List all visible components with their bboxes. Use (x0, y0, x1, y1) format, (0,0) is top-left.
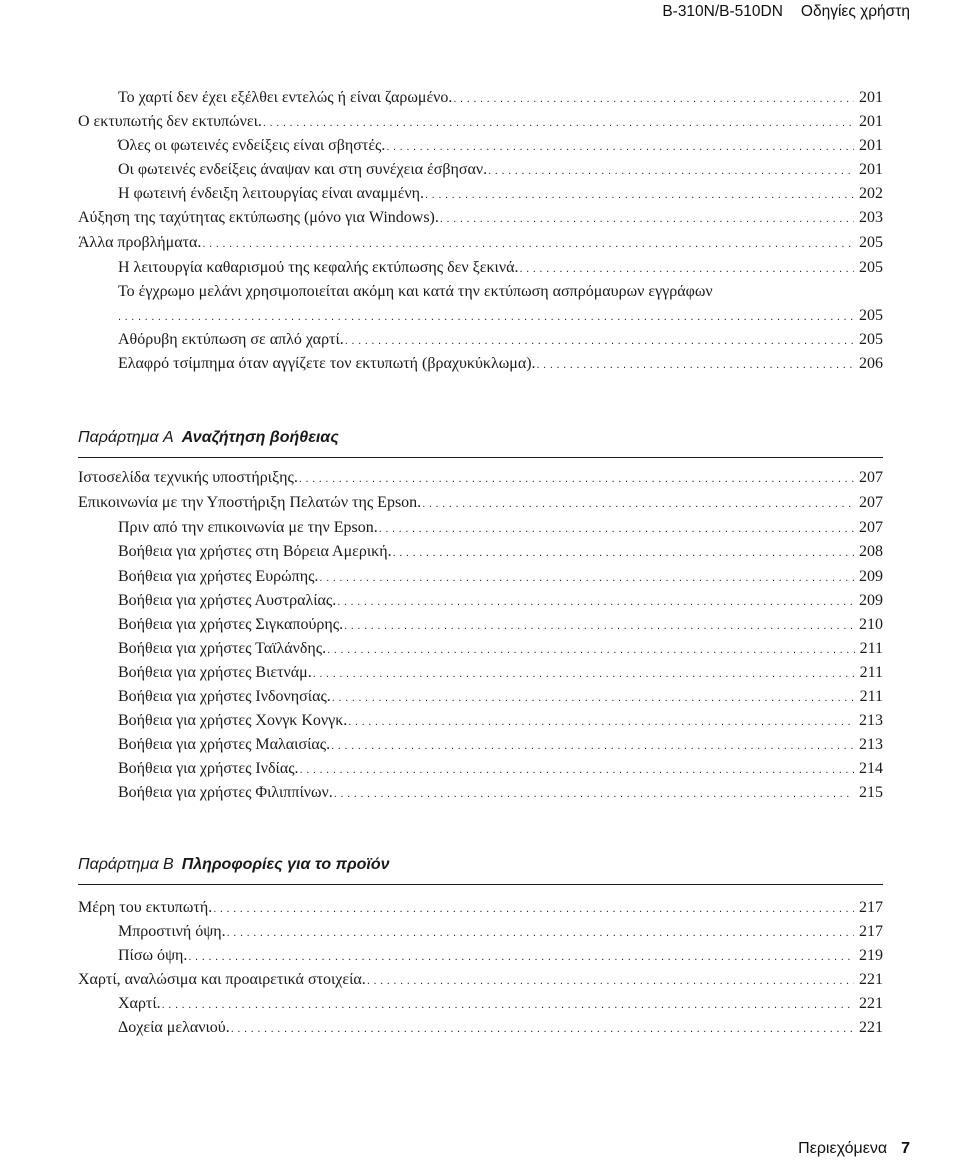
toc-leader (367, 969, 854, 993)
toc-leader (519, 257, 854, 281)
appendix-a-label: Παράρτημα A (78, 429, 174, 446)
toc-leader (537, 353, 854, 377)
toc-entry[interactable] (118, 352, 883, 376)
appendix-b-label: Παράρτημα B (78, 856, 174, 873)
toc-entry-title: Αθόρυβη εκτύπωση σε απλό χαρτί. (118, 331, 344, 348)
toc-entry-page: 202 (859, 185, 883, 202)
toc-entry[interactable] (118, 182, 883, 206)
toc-entry-page: 209 (859, 568, 883, 585)
footer-section: Περιεχόμενα (798, 1140, 888, 1157)
toc-leader (440, 207, 854, 231)
toc-entry-page: 205 (859, 259, 883, 276)
toc-entry[interactable] (118, 733, 883, 757)
toc-entry-title: Χαρτί. (118, 995, 161, 1012)
toc-entry-page: 211 (859, 688, 883, 705)
toc-leader (331, 734, 854, 758)
toc-entry[interactable] (118, 158, 883, 182)
toc-entry-title: Βοήθεια για χρήστες Ταϊλάνδης. (118, 640, 327, 657)
toc-entry-page: 211 (859, 664, 883, 681)
toc-entry-page: 213 (859, 736, 883, 753)
toc-entry[interactable] (78, 896, 883, 920)
toc-leader (332, 686, 855, 710)
toc-entry[interactable] (118, 992, 883, 1016)
toc-entry-title: Αύξηση της ταχύτητας εκτύπωσης (μόνο για Windows). (78, 209, 439, 226)
toc-entry[interactable] (78, 206, 883, 230)
toc-leader (313, 662, 855, 686)
toc-entry-title: Βοήθεια για χρήστες Μαλαισίας. (118, 736, 331, 753)
toc-entry[interactable] (118, 613, 883, 637)
toc-entry-page: 201 (859, 113, 883, 130)
toc-entry-title: Βοήθεια για χρήστες Ευρώπης. (118, 568, 319, 585)
toc-entry[interactable] (78, 110, 883, 134)
toc-entry-page: 217 (859, 923, 883, 940)
toc-leader (227, 921, 854, 945)
toc-entry-wrapped-title[interactable] (118, 280, 883, 304)
toc-leader (319, 566, 854, 590)
toc-entry-title: Το χαρτί δεν έχει εξέλθει εντελώς ή είναι ζαρωμένο. (118, 89, 453, 106)
toc-entry-title: Βοήθεια για χρήστες Ινδονησίας. (118, 688, 331, 705)
toc-entry-title: Βοήθεια για χρήστες Φιλιππίνων. (118, 784, 333, 801)
toc-entry-title: Επικοινωνία με την Υποστήριξη Πελατών της Epson. (78, 494, 422, 511)
appendix-a-heading[interactable] (78, 423, 883, 458)
toc-entry[interactable] (78, 491, 883, 515)
appendix-b-title: Πληροφορίες για το προϊόν (181, 856, 390, 873)
toc-entry-page: 208 (859, 543, 883, 560)
toc-entry-title: Δοχεία μελανιού. (118, 1019, 230, 1036)
toc-entry-title: Βοήθεια για χρήστες Σιγκαπούρης. (118, 616, 344, 633)
toc-entry[interactable] (118, 565, 883, 589)
toc-leader (213, 897, 854, 921)
toc-entry-title: Μπροστινή όψη. (118, 923, 226, 940)
toc-entry-title: Βοήθεια για χρήστες Χονγκ Κονγκ. (118, 712, 348, 729)
toc-leader (334, 782, 854, 806)
toc-leader (386, 135, 854, 159)
toc-entry-page: 211 (859, 640, 883, 657)
toc-entry-page: 215 (859, 784, 883, 801)
toc-entry-title: Βοήθεια για χρήστες Βιετνάμ. (118, 664, 312, 681)
toc-entry-page: 214 (859, 760, 883, 777)
toc-leader (231, 1017, 854, 1041)
toc-entry-title: Ιστοσελίδα τεχνικής υποστήριξης. (78, 469, 298, 486)
toc-entry[interactable] (78, 968, 883, 992)
toc-leader (162, 993, 854, 1017)
toc-entry-page: 203 (859, 209, 883, 226)
toc-entry-page: 207 (859, 494, 883, 511)
toc-leader (344, 614, 854, 638)
toc-entry-title: Ελαφρό τσίμπημα όταν αγγίζετε τον εκτυπωτή (βραχυκύκλωμα). (118, 355, 536, 372)
toc-entry-title: Βοήθεια για χρήστες στη Βόρεια Αμερική. (118, 543, 392, 560)
appendix-b-heading[interactable] (78, 850, 883, 885)
running-footer (798, 1133, 910, 1165)
toc-entry-page: 219 (859, 947, 883, 964)
toc-entry-title: Το έγχρωμο μελάνι χρησιμοποιείται ακόμη και κατά την εκτύπωση ασπρόμαυρων εγγράφων (118, 283, 713, 300)
toc-leader (425, 183, 854, 207)
toc-leader (299, 467, 854, 491)
toc-entry-title: Οι φωτεινές ενδείξεις άναψαν και στη συνέχεια έσβησαν. (118, 161, 488, 178)
toc-entry-title: Η φωτεινή ένδειξη λειτουργίας είναι αναμμένη. (118, 185, 425, 202)
toc-entry[interactable] (118, 757, 883, 781)
toc-entry-page: 201 (859, 89, 883, 106)
toc-leader (422, 492, 854, 516)
toc-entry-title: Πίσω όψη. (118, 947, 188, 964)
toc-leader (348, 710, 854, 734)
toc-entry[interactable] (118, 685, 883, 709)
toc-entry[interactable] (118, 328, 883, 352)
toc-leader (263, 111, 854, 135)
toc-entry-page: 213 (859, 712, 883, 729)
toc-entry[interactable] (118, 540, 883, 564)
toc-entry-title: Άλλα προβλήματα. (78, 234, 202, 251)
toc-leader (393, 541, 854, 565)
toc-entry[interactable] (118, 256, 883, 280)
toc-entry-page: 221 (859, 971, 883, 988)
toc-entry-title: Η λειτουργία καθαρισμού της κεφαλής εκτύπωσης δεν ξεκινά. (118, 259, 519, 276)
toc-leader (118, 305, 854, 329)
toc-entry[interactable] (118, 134, 883, 158)
toc-leader (488, 159, 854, 183)
header-guide-title: Οδηγίες χρήστη (800, 3, 910, 20)
toc-entry[interactable] (118, 661, 883, 685)
toc-entry-title: Χαρτί, αναλώσιμα και προαιρετικά στοιχεία. (78, 971, 366, 988)
toc-entry-page: 209 (859, 592, 883, 609)
toc-entry[interactable] (78, 231, 883, 255)
toc-entry-title: Βοήθεια για χρήστες Ινδίας. (118, 760, 299, 777)
toc-entry[interactable] (118, 86, 883, 110)
toc-leader (379, 517, 854, 541)
toc-entry[interactable] (118, 944, 883, 968)
toc-entry[interactable] (118, 637, 883, 661)
toc-entry-wrapped-leader[interactable] (118, 304, 883, 328)
toc-entry-page: 207 (859, 469, 883, 486)
toc-entry-title: Βοήθεια για χρήστες Αυστραλίας. (118, 592, 337, 609)
toc-entry-title: Πριν από την επικοινωνία με την Epson. (118, 519, 378, 536)
toc-entry[interactable] (118, 709, 883, 733)
toc-entry-page: 201 (859, 137, 883, 154)
toc-entry[interactable] (118, 516, 883, 540)
toc-entry-title: Ο εκτυπωτής δεν εκτυπώνει. (78, 113, 262, 130)
toc-entry-title: Μέρη του εκτυπωτή. (78, 899, 213, 916)
toc-entry-page: 201 (859, 161, 883, 178)
toc-entry-page: 210 (859, 616, 883, 633)
toc-leader (453, 87, 854, 111)
footer-page-number: 7 (901, 1140, 910, 1157)
toc-entry[interactable] (118, 920, 883, 944)
toc-entry[interactable] (78, 466, 883, 490)
toc-entry-page: 206 (859, 355, 883, 372)
toc-entry-page: 221 (859, 995, 883, 1012)
toc-leader (188, 945, 854, 969)
header-model: B-310N/B-510DN (662, 3, 783, 20)
running-header (662, 0, 910, 24)
toc-leader (337, 590, 854, 614)
toc-entry-page: 205 (859, 331, 883, 348)
toc-entry-title: Όλες οι φωτεινές ενδείξεις είναι σβηστές. (118, 137, 386, 154)
toc-leader (345, 329, 854, 353)
toc-entry-page: 207 (859, 519, 883, 536)
toc-entry[interactable] (118, 1016, 883, 1040)
toc-entry[interactable] (118, 781, 883, 805)
toc-entry-page: 217 (859, 899, 883, 916)
appendix-a-title: Αναζήτηση βοήθειας (181, 429, 339, 446)
toc-leader (202, 232, 854, 256)
toc-entry-page: 205 (859, 307, 883, 324)
toc-entry[interactable] (118, 589, 883, 613)
toc-leader (327, 638, 854, 662)
toc-entry-page: 205 (859, 234, 883, 251)
toc-leader (300, 758, 854, 782)
toc-entry-page: 221 (859, 1019, 883, 1036)
